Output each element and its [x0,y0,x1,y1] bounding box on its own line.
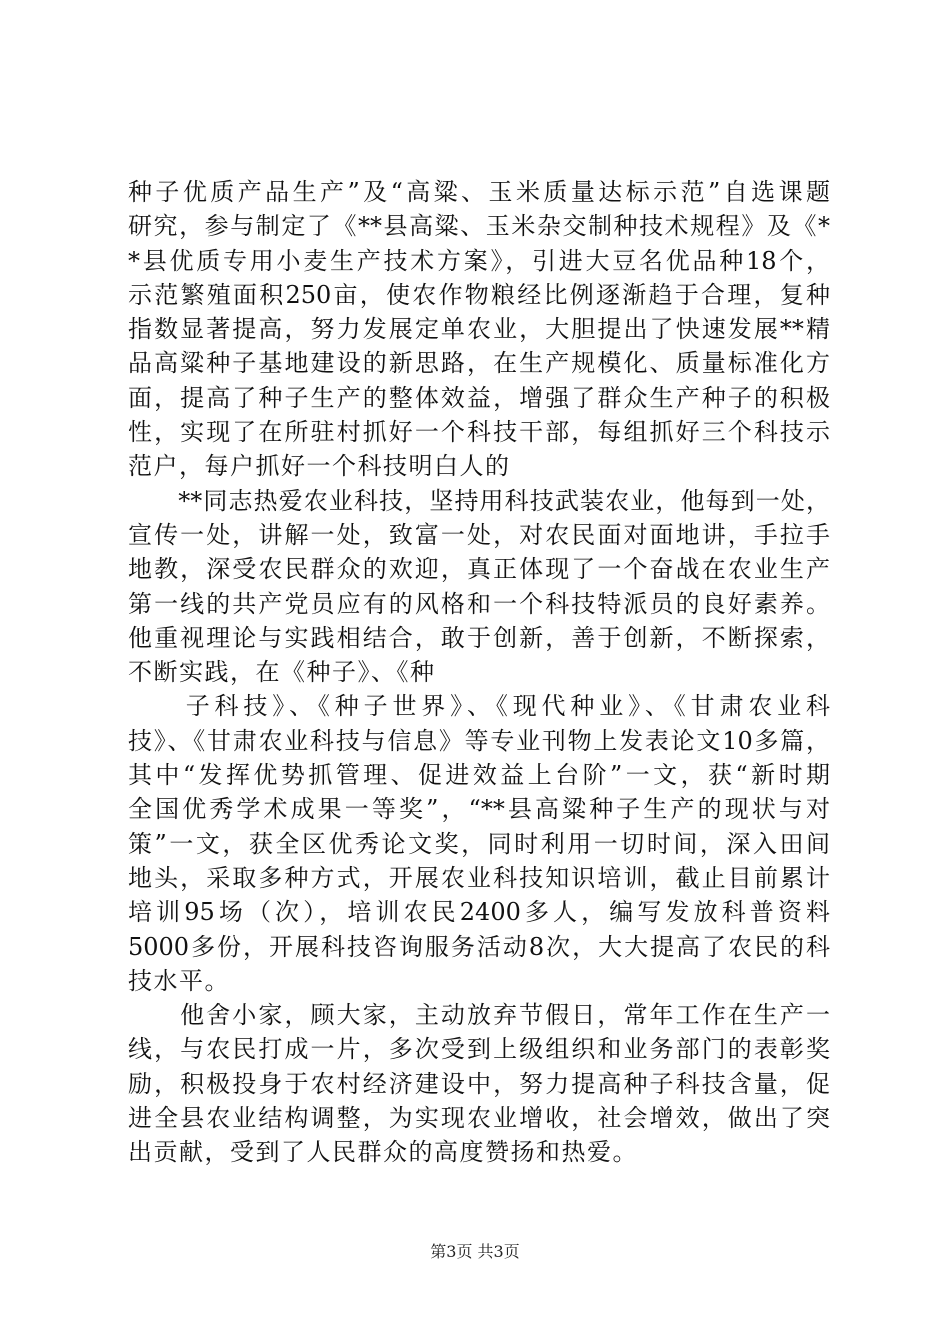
text-line: 性，实现了在所驻村抓好一个科技干部，每组抓好三个科技示 [128,418,830,447]
page-number-footer: 第3页 共3页 [430,1242,520,1261]
text-line: 励，积极投身于农村经济建设中，努力提高种子科技含量，促 [128,1069,830,1098]
text-line: 线，与农民打成一片，多次受到上级组织和业务部门的表彰奖 [128,1035,830,1064]
text-line: 他重视理论与实践相结合，敢于创新，善于创新，不断探索， [128,623,830,652]
text-line: 示范繁殖面积250亩，使农作物粮经比例逐渐趋于合理，复种 [128,280,830,309]
text-line: 技水平。 [128,966,230,995]
text-line: 不断实践，在《种子》、《种 [128,658,436,687]
text-line: 出贡献，受到了人民群众的高度赞扬和热爱。 [128,1138,638,1167]
text-line: 5000多份，开展科技咨询服务活动8次，大大提高了农民的科 [128,932,830,961]
text-line: 策”一文，获全区优秀论文奖，同时利用一切时间，深入田间 [128,829,830,858]
text-line: **同志热爱农业科技，坚持用科技武装农业，他每到一处， [128,486,830,515]
text-line: 培训95场（次），培训农民2400多人，编写发放科普资料 [128,898,830,927]
text-line: 研究，参与制定了《**县高粱、玉米杂交制种技术规程》及《* [128,212,830,241]
text-line: 子科技》、《种子世界》、《现代种业》、《甘肃农业科 [128,692,830,721]
text-line: *县优质专用小麦生产技术方案》，引进大豆名优品种18个， [128,246,830,275]
text-line: 品高粱种子基地建设的新思路，在生产规模化、质量标准化方 [128,349,830,378]
text-line: 种子优质产品生产”及“高粱、玉米质量达标示范”自选课题 [128,178,830,206]
text-line: 第一线的共产党员应有的风格和一个科技特派员的良好素养。 [128,589,830,618]
text-line: 进全县农业结构调整，为实现农业增收，社会增效，做出了突 [128,1104,830,1133]
text-line: 全国优秀学术成果一等奖”，“**县高粱种子生产的现状与对 [128,795,830,824]
text-line: 范户，每户抓好一个科技明白人的 [128,452,511,481]
text-line: 宣传一处，讲解一处，致富一处，对农民面对面地讲，手拉手 [128,520,830,549]
text-line: 其中“发挥优势抓管理、促进效益上台阶”一文，获“新时期 [128,761,830,790]
text-line: 地头，采取多种方式，开展农业科技知识培训，截止目前累计 [128,863,830,892]
text-line: 面，提高了种子生产的整体效益，增强了群众生产种子的积极 [128,383,830,412]
body-text [128,175,830,1170]
text-line: 他舍小家，顾大家，主动放弃节假日，常年工作在生产一 [128,1001,830,1030]
text-line: 技》、《甘肃农业科技与信息》等专业刊物上发表论文10多篇， [128,726,830,755]
text-line: 指数显著提高，努力发展定单农业，大胆提出了快速发展**精 [128,315,830,344]
text-line: 地教，深受农民群众的欢迎，真正体现了一个奋战在农业生产 [128,555,830,584]
